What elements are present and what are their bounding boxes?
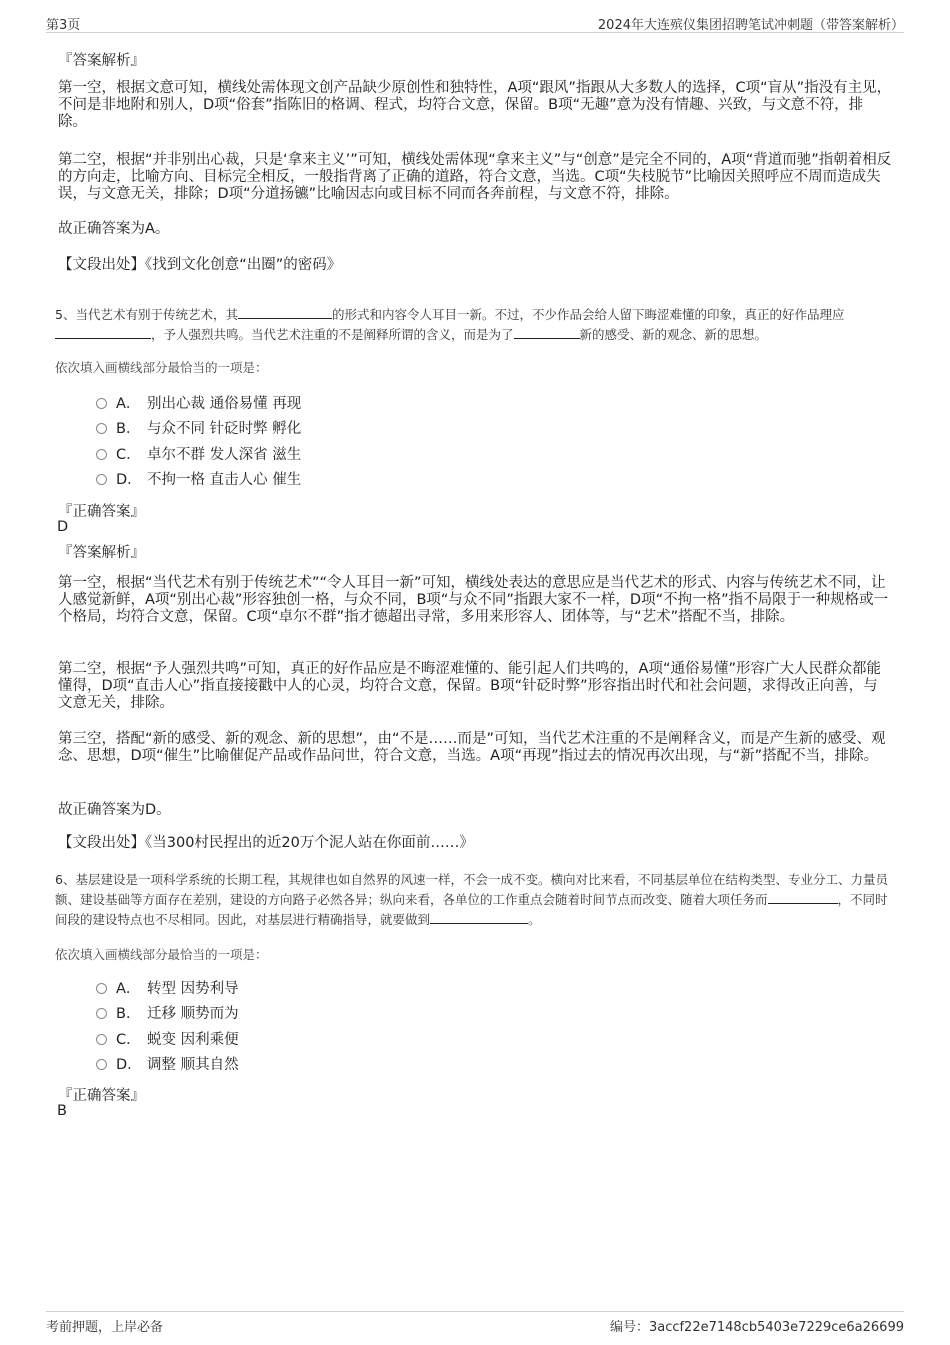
q5-analysis-p2: 第二空，根据“予人强烈共鸣”可知，真正的好作品应是不晦涩难懂的、能引起人们共鸣的，A项“通俗易懂”形容广大人民群众都能懂得，D项“直击人心”指直接接戳中人的心灵，均符合文意，保留。B项“针砭时弊”形容指出时代和社会问题，求得改正向善，与文意无关，排除。	[58, 661, 881, 711]
radio-icon[interactable]	[96, 398, 107, 409]
page-number: 第3页	[46, 18, 81, 33]
q6-blank-2	[430, 912, 528, 924]
radio-icon[interactable]	[96, 474, 107, 485]
q6-option-b[interactable]: B． 迁移 顺势而为	[96, 1004, 239, 1024]
q5-blank-2	[55, 327, 151, 339]
q6-answer-tag: 『正确答案』	[58, 1088, 145, 1104]
document-title: 2024年大连殡仪集团招聘笔试冲刺题（带答案解析）	[597, 18, 904, 33]
q4-conclusion: 故正确答案为A。	[58, 221, 170, 237]
radio-icon[interactable]	[96, 1059, 107, 1070]
q6-option-d[interactable]: D． 调整 顺其自然	[96, 1055, 239, 1075]
q5-source: 【文段出处】《当300村民捏出的近20万个泥人站在你面前……》	[58, 835, 474, 851]
q6-blank-1	[768, 892, 838, 904]
q5-answer: D	[57, 519, 69, 535]
q6-option-a[interactable]: A． 转型 因势利导	[96, 979, 239, 999]
q5-answer-tag: 『正确答案』	[58, 504, 145, 520]
page-header	[46, 12, 904, 33]
q5-analysis-p1: 第一空，根据“当代艺术有别于传统艺术”“令人耳目一新”可知，横线处表达的意思应是当代艺术的形式、内容与传统艺术不同，让人感觉新鲜，A项“别出心裁”形容独创一格，与众不同，B项“与众不同”指跟大家不一样，D项“不拘一格”指不局限于一种规格或一个格局，均符合文意，保留。C项“卓尔不群”指才德超出寻常，多用来形容人、团体等，与“艺术”搭配不当，排除。	[58, 575, 889, 625]
radio-icon[interactable]	[96, 423, 107, 434]
q6-prompt: 依次填入画横线部分最恰当的一项是：	[55, 947, 268, 962]
q5-blank-1	[238, 307, 332, 319]
q4-analysis-p2: 第二空，根据“并非别出心裁，只是‘拿来主义’”可知，横线处需体现“拿来主义”与“创意”是完全不同的，A项“背道而驰”指朝着相反的方向走，比喻方向、目标完全相反，一般指背离了正确的道路，符合文意，当选。C项“失枝脱节”比喻因关照呼应不周而造成失误，与文意无关，排除；D项“分道扬镳”比喻因志向或目标不同而各奔前程，与文意不符，排除。	[58, 152, 892, 202]
q5-conclusion: 故正确答案为D。	[58, 802, 171, 818]
footer-slogan: 考前押题，上岸必备	[46, 1320, 164, 1335]
q5-analysis-p3: 第三空，搭配“新的感受、新的观念、新的思想”，由“不是……而是”可知，当代艺术注重的不是阐释含义，而是产生新的感受、观念、思想，D项“催生”比喻催促产品或作品问世，符合文意，当选。A项“再现”指过去的情况再次出现，与“新”搭配不当，排除。	[58, 731, 886, 764]
document-id: 编号：3accf22e7148cb5403e7229ce6a26699	[609, 1320, 904, 1335]
q4-analysis-tag: 『答案解析』	[58, 53, 145, 69]
radio-icon[interactable]	[96, 983, 107, 994]
q6-option-c[interactable]: C． 蜕变 因利乘便	[96, 1030, 239, 1050]
q5-option-c[interactable]: C． 卓尔不群 发人深省 滋生	[96, 445, 301, 465]
q5-option-d[interactable]: D． 不拘一格 直击人心 催生	[96, 470, 301, 490]
q5-prompt: 依次填入画横线部分最恰当的一项是：	[55, 360, 268, 375]
q5-blank-3	[514, 327, 580, 339]
page-footer	[46, 1311, 904, 1336]
q5-analysis-tag: 『答案解析』	[58, 545, 145, 561]
q4-analysis-p1: 第一空，根据文意可知，横线处需体现文创产品缺少原创性和独特性，A项“跟风”指跟从大多数人的选择，C项“盲从”指没有主见，不问是非地附和别人，D项“俗套”指陈旧的格调、程式，均符合文意，保留。B项“无趣”意为没有情趣、兴致，与文意不符，排除。	[58, 80, 892, 130]
radio-icon[interactable]	[96, 1008, 107, 1019]
q6-stem: 6、基层建设是一项科学系统的长期工程，其规律也如自然界的风速一样，不会一成不变。横向对比来看，不同基层单位在结构类型、专业分工、力量员额、建设基础等方面存在差别，建设的方向路子必然各异；纵向来看，各单位的工作重点会随着时间节点而改变、随着大项任务而 ，不同时间段的建设特点也不尽相同。因此，对基层进行精确指导，就要做到 。	[55, 872, 888, 927]
q5-stem: 5、当代艺术有别于传统艺术，其 的形式和内容令人耳目一新。不过，不少作品会给人留下晦涩难懂的印象，真正的好作品理应，予人强烈共鸣。当代艺术注重的不是阐释所谓的含义，而是为了 新的感受、新的观念、新的思想。	[55, 307, 845, 342]
q5-option-a[interactable]: A． 别出心裁 通俗易懂 再现	[96, 394, 301, 414]
q4-source: 【文段出处】《找到文化创意“出圈”的密码》	[58, 257, 342, 273]
radio-icon[interactable]	[96, 1034, 107, 1045]
q5-option-b[interactable]: B． 与众不同 针砭时弊 孵化	[96, 419, 301, 439]
radio-icon[interactable]	[96, 449, 107, 460]
q6-answer: B	[57, 1103, 67, 1119]
